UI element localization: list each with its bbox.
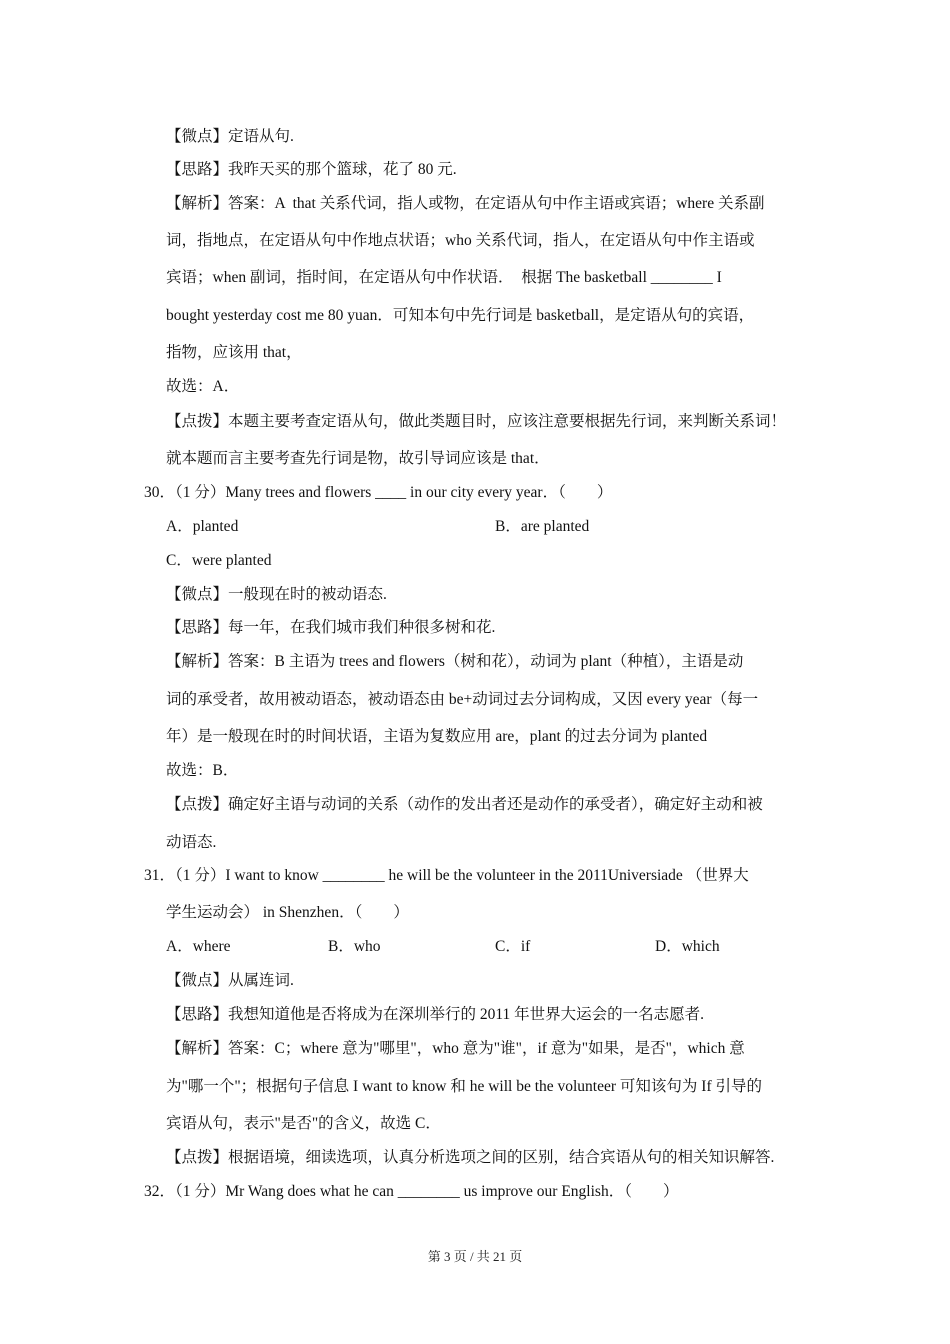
page-footer: 第 3 页 / 共 21 页 <box>427 1249 523 1264</box>
q30-jiexi-line1: 【解析】答案：B 主语为 trees and flowers（树和花），动词为 plant（种植），主语是动 <box>166 653 744 670</box>
q29-jiexi-line2: 词，指地点，在定语从句中作地点状语；who 关系代词，指人，在定语从句中作主语或 <box>166 232 755 249</box>
q29-jiexi-line1: 【解析】答案：A that 关系代词，指人或物，在定语从句中作主语或宾语；where 关系副 <box>166 195 765 212</box>
q29-dianbo-line2: 就本题而言主要考查先行词是物，故引导词应该是 that． <box>166 450 550 467</box>
q31-option-a: A．where <box>166 938 231 955</box>
q29-guxuan: 故选：A． <box>166 378 240 395</box>
q31-stem-line1: 31．（1 分）I want to know ________ he will be the volunteer in the 2011Universiade （世界大 <box>144 867 749 884</box>
q31-jiexi-line3: 宾语从句，表示"是否"的含义，故选 C． <box>166 1115 441 1132</box>
q30-weidian: 【微点】一般现在时的被动语态. <box>166 586 387 603</box>
q30-silu: 【思路】每一年，在我们城市我们种很多树和花. <box>166 619 496 636</box>
q31-stem-line2: 学生运动会） in Shenzhen．（ ） <box>166 904 409 921</box>
q31-weidian: 【微点】从属连词. <box>166 972 294 989</box>
q31-option-c: C．if <box>495 938 531 955</box>
q30-jiexi-line3: 年）是一般现在时的时间状语，主语为复数应用 are，plant 的过去分词为 planted <box>166 728 708 745</box>
q30-dianbo-line1: 【点拨】确定好主语与动词的关系（动作的发出者还是动作的承受者），确定好主动和被 <box>166 796 763 813</box>
q29-jiexi-line5: 指物，应该用 that， <box>166 344 302 361</box>
q31-silu: 【思路】我想知道他是否将成为在深圳举行的 2011 年世界大运会的一名志愿者. <box>166 1006 705 1023</box>
q30-jiexi-line2: 词的承受者，故用被动语态，被动语态由 be+动词过去分词构成，又因 every year（每一 <box>166 691 759 708</box>
q29-jiexi-line3: 宾语；when 副词，指时间，在定语从句中作状语． 根据 The basketball ________ I <box>166 269 722 286</box>
q29-silu: 【思路】我昨天买的那个篮球，花了 80 元. <box>166 161 457 178</box>
q30-option-a: A．planted <box>166 518 239 535</box>
q31-jiexi-line2: 为"哪一个"；根据句子信息 I want to know 和 he will be the volunteer 可知该句为 If 引导的 <box>166 1078 762 1095</box>
q29-dianbo-line1: 【点拨】本题主要考查定语从句，做此类题目时，应该注意要根据先行词，来判断关系词！ <box>166 413 787 430</box>
q31-option-b: B．who <box>328 938 381 955</box>
q30-option-c: C．were planted <box>166 552 272 569</box>
q30-option-b: B．are planted <box>495 518 590 535</box>
q32-stem: 32．（1 分）Mr Wang does what he can ________ us improve our English．（ ） <box>144 1183 679 1200</box>
q31-dianbo-line1: 【点拨】根据语境，细读选项，认真分析选项之间的区别，结合宾语从句的相关知识解答. <box>166 1149 775 1166</box>
q30-dianbo-line2: 动语态. <box>166 834 217 851</box>
q31-jiexi-line1: 【解析】答案：C；where 意为"哪里"，who 意为"谁"，if 意为"如果，是否"，which 意 <box>166 1040 745 1057</box>
q31-option-d: D．which <box>655 938 720 955</box>
q29-weidian: 【微点】定语从句. <box>166 128 294 145</box>
q30-guxuan: 故选：B． <box>166 762 239 779</box>
q29-jiexi-line4: bought yesterday cost me 80 yuan．可知本句中先行词是 basketball，是定语从句的宾语， <box>166 307 755 324</box>
q30-stem: 30．（1 分）Many trees and flowers ____ in our city every year．（ ） <box>144 484 613 501</box>
